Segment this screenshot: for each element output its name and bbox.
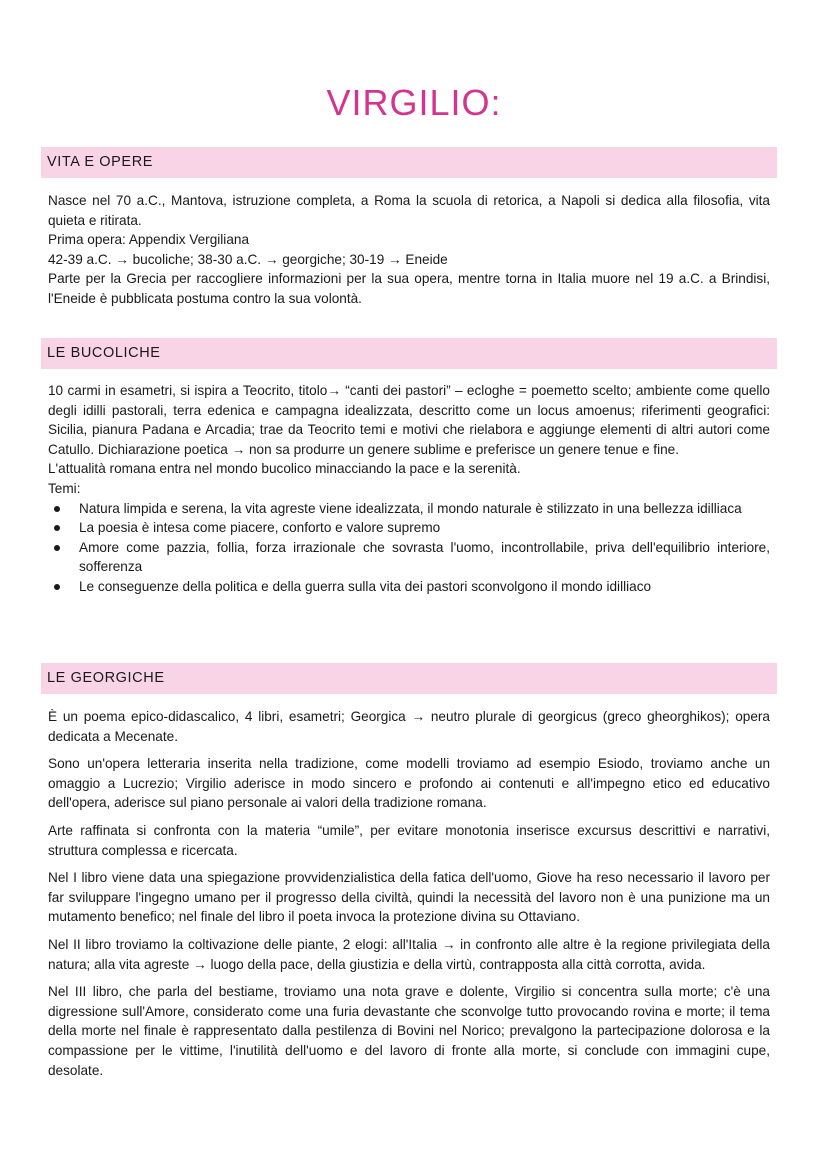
paragraph: 10 carmi in esametri, si ispira a Teocrito, titolo→ “canti dei pastori” – ecloghe = poemetto scelto; ambiente come quello degli idilli pastorali, terra edenica e campagna idealizzata, descritto come un locus amoenus; riferimenti geografici: Sicilia, pianura Padana e Arcadia; trae da Teocrito temi e motivi che rielabora e aggiunge elementi di altri autori come Catullo. Dichiarazione poetica → non sa produrre un genere sublime e preferisce un genere tenue e fine. [48, 383, 770, 457]
list-item: Natura limpida e serena, la vita agreste viene idealizzata, il mondo naturale è stilizzato in una bellezza idilliaca [48, 499, 770, 519]
list-item: Le conseguenze della politica e della guerra sulla vita dei pastori sconvolgono il mondo idilliaco [48, 577, 770, 597]
section-heading-label: LE GEORGICHE [47, 670, 165, 686]
themes-label: Temi: [48, 480, 81, 496]
section-body-georgiche [48, 707, 770, 1080]
section-heading-label: VITA E OPERE [47, 154, 154, 170]
section-body-bucoliche [48, 381, 770, 597]
themes-list [48, 499, 770, 597]
section-heading-vita-e-opere [41, 147, 777, 178]
paragraph: Nel III libro, che parla del bestiame, troviamo una nota grave e dolente, Virgilio si concentra sulla morte; c'è una digressione sull'Amore, considerato come una furia devastante che sconvolge tutto provocando rovina e morte; il tema della morte nel finale è rappresentato dalla pestilenza di Bovini nel Norico; prevalgono la partecipazione dolorosa e la compassione per le vittime, l'inutilità dell'uomo e del lavoro di fronte alla morte, si conclude con immagini cupe, desolate. [48, 984, 770, 1078]
paragraph: Parte per la Grecia per raccogliere informazioni per la sua opera, mentre torna in Italia muore nel 19 a.C. a Brindisi, l'Eneide è pubblicata postuma contro la sua volontà. [48, 271, 770, 306]
list-item: Amore come pazzia, follia, forza irrazionale che sovrasta l'uomo, incontrollabile, priva dell'equilibrio interiore, sofferenza [48, 538, 770, 577]
section-heading-label: LE BUCOLICHE [47, 345, 161, 361]
paragraph: Sono un'opera letteraria inserita nella tradizione, come modelli troviamo ad esempio Esiodo, troviamo anche un omaggio a Lucrezio; Virgilio aderisce in modo sincero e profondo ai contenuti e all'impegno etico ed educativo dell'opera, aderisce sul piano personale ai valori della tradizione romana. [48, 756, 770, 811]
paragraph: Nasce nel 70 a.C., Mantova, istruzione completa, a Roma la scuola di retorica, a Napoli si dedica alla filosofia, vita quieta e ritirata. [48, 193, 770, 228]
section-heading-georgiche [41, 663, 777, 694]
paragraph: È un poema epico-didascalico, 4 libri, esametri; Georgica → neutro plurale di georgicus (greco gheorghikos); opera dedicata a Mecenate. [48, 709, 770, 744]
section-heading-bucoliche [41, 338, 777, 369]
section-body-vita-e-opere [48, 191, 770, 309]
paragraph: Nel I libro viene data una spiegazione provvidenzialistica della fatica dell'uomo, Giove ha reso necessario il lavoro per far sviluppare l'ingegno umano per il progresso della civiltà, quindi la necessità del lavoro non è una punizione ma un mutamento benefico; nel finale del libro il poeta invoca la protezione divina su Ottaviano. [48, 870, 770, 925]
paragraph: 42-39 a.C. → bucoliche; 38-30 a.C. → georgiche; 30-19 → Eneide [48, 251, 448, 267]
paragraph: Arte raffinata si confronta con la materia “umile”, per evitare monotonia inserisce excursus descrittivi e narrativi, struttura complessa e ricercata. [48, 822, 770, 858]
list-item: La poesia è intesa come piacere, conforto e valore supremo [48, 518, 770, 538]
page-title: VIRGILIO: [326, 82, 502, 123]
paragraph: Prima opera: Appendix Vergiliana [48, 232, 250, 248]
paragraph: L'attualità romana entra nel mondo bucolico minacciando la pace e la serenità. [48, 461, 521, 477]
paragraph: Nel II libro troviamo la coltivazione delle piante, 2 elogi: all'Italia → in confronto alle altre è la regione privilegiata della natura; alla vita agreste → luogo della pace, della giustizia e della virtù, contrapposta alla città corrotta, avida. [48, 936, 770, 972]
